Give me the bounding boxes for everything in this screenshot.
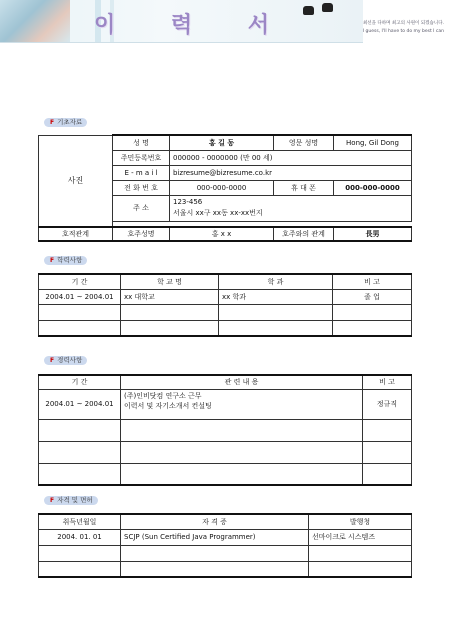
education-school: xx 대학교 [121, 289, 219, 304]
relation-value: 長男 [334, 227, 412, 241]
career-period: 2004.01 ~ 2004.01 [39, 389, 121, 419]
education-header: 비 고 [333, 274, 412, 289]
table-cell [121, 561, 309, 577]
table-cell [219, 320, 333, 336]
career-table [38, 374, 412, 486]
table-cell [333, 320, 412, 336]
license-header: 발행청 [309, 514, 412, 529]
table-cell [363, 463, 412, 485]
photo-box: 사진 [39, 135, 113, 227]
email-value: bizresume@bizresume.co.kr [170, 165, 412, 180]
mobile-value: 000-000-0000 [334, 180, 412, 195]
phone-label: 전 화 번 호 [113, 180, 170, 195]
address-value [170, 195, 412, 221]
table-cell [121, 304, 219, 320]
email-label: E - m a i l [113, 165, 170, 180]
table-cell [121, 545, 309, 561]
section-label-basic: F 기초자료 [44, 118, 87, 127]
table-cell [39, 304, 121, 320]
table-cell [309, 545, 412, 561]
education-table [38, 273, 412, 337]
education-header: 학 교 명 [121, 274, 219, 289]
table-cell [121, 419, 363, 441]
section-label-education: F 학력사항 [44, 256, 87, 265]
license-issuer: 선마이크로 시스템즈 [309, 529, 412, 545]
table-cell [39, 419, 121, 441]
license-header: 자 격 증 [121, 514, 309, 529]
address-label: 주 소 [113, 195, 170, 221]
section-label-license: F 자격 및 면허 [44, 496, 98, 505]
career-header: 비 고 [363, 375, 412, 389]
resume-banner [0, 0, 444, 43]
table-cell [121, 463, 363, 485]
eng-name-value: Hong, Gil Dong [334, 135, 412, 150]
shoe-icon [303, 6, 314, 15]
table-cell [309, 561, 412, 577]
basic-info-table [38, 134, 412, 242]
license-table [38, 513, 412, 578]
head-value: 홍 x x [170, 227, 274, 241]
education-header: 기 간 [39, 274, 121, 289]
name-label: 성 명 [113, 135, 170, 150]
address-zip: 123-456 [173, 198, 203, 206]
shoe-icon [322, 3, 333, 12]
phone-value: 000-000-0000 [170, 180, 274, 195]
career-line: 이력서 및 자기소개서 컨설팅 [124, 401, 212, 410]
license-name: SCJP (Sun Certified Java Programmer) [121, 529, 309, 545]
table-cell [219, 304, 333, 320]
career-line: (주)인비닷컴 연구소 근무 [124, 391, 202, 400]
mobile-label: 휴 대 폰 [274, 180, 334, 195]
relation-label: 호주와의 관계 [274, 227, 334, 241]
license-date: 2004. 01. 01 [39, 529, 121, 545]
name-value: 홍 길 동 [170, 135, 274, 150]
career-note: 정규직 [363, 389, 412, 419]
address-street: 서울시 xx구 xx동 xx-xx번지 [173, 209, 263, 217]
table-cell [39, 441, 121, 463]
rrn-label: 주민등록번호 [113, 150, 170, 165]
head-label: 호주성명 [113, 227, 170, 241]
section-label-career: F 경력사항 [44, 356, 87, 365]
career-header: 관 련 내 용 [121, 375, 363, 389]
table-cell [39, 561, 121, 577]
table-cell [121, 320, 219, 336]
table-cell [363, 419, 412, 441]
career-header: 기 간 [39, 375, 121, 389]
table-cell [363, 441, 412, 463]
rrn-value: 000000 - 0000000 (만 00 세) [170, 150, 412, 165]
table-cell [121, 441, 363, 463]
license-header: 취득년월일 [39, 514, 121, 529]
family-label: 호적관계 [39, 227, 113, 241]
page-title: 이 력 서 [93, 13, 294, 38]
education-note: 졸 업 [333, 289, 412, 304]
table-cell [333, 304, 412, 320]
table-cell [39, 320, 121, 336]
career-description [121, 389, 363, 419]
eng-name-label: 영문 성명 [274, 135, 334, 150]
education-header: 학 과 [219, 274, 333, 289]
education-period: 2004.01 ~ 2004.01 [39, 289, 121, 304]
table-cell [39, 545, 121, 561]
table-cell [39, 463, 121, 485]
education-major: xx 학과 [219, 289, 333, 304]
